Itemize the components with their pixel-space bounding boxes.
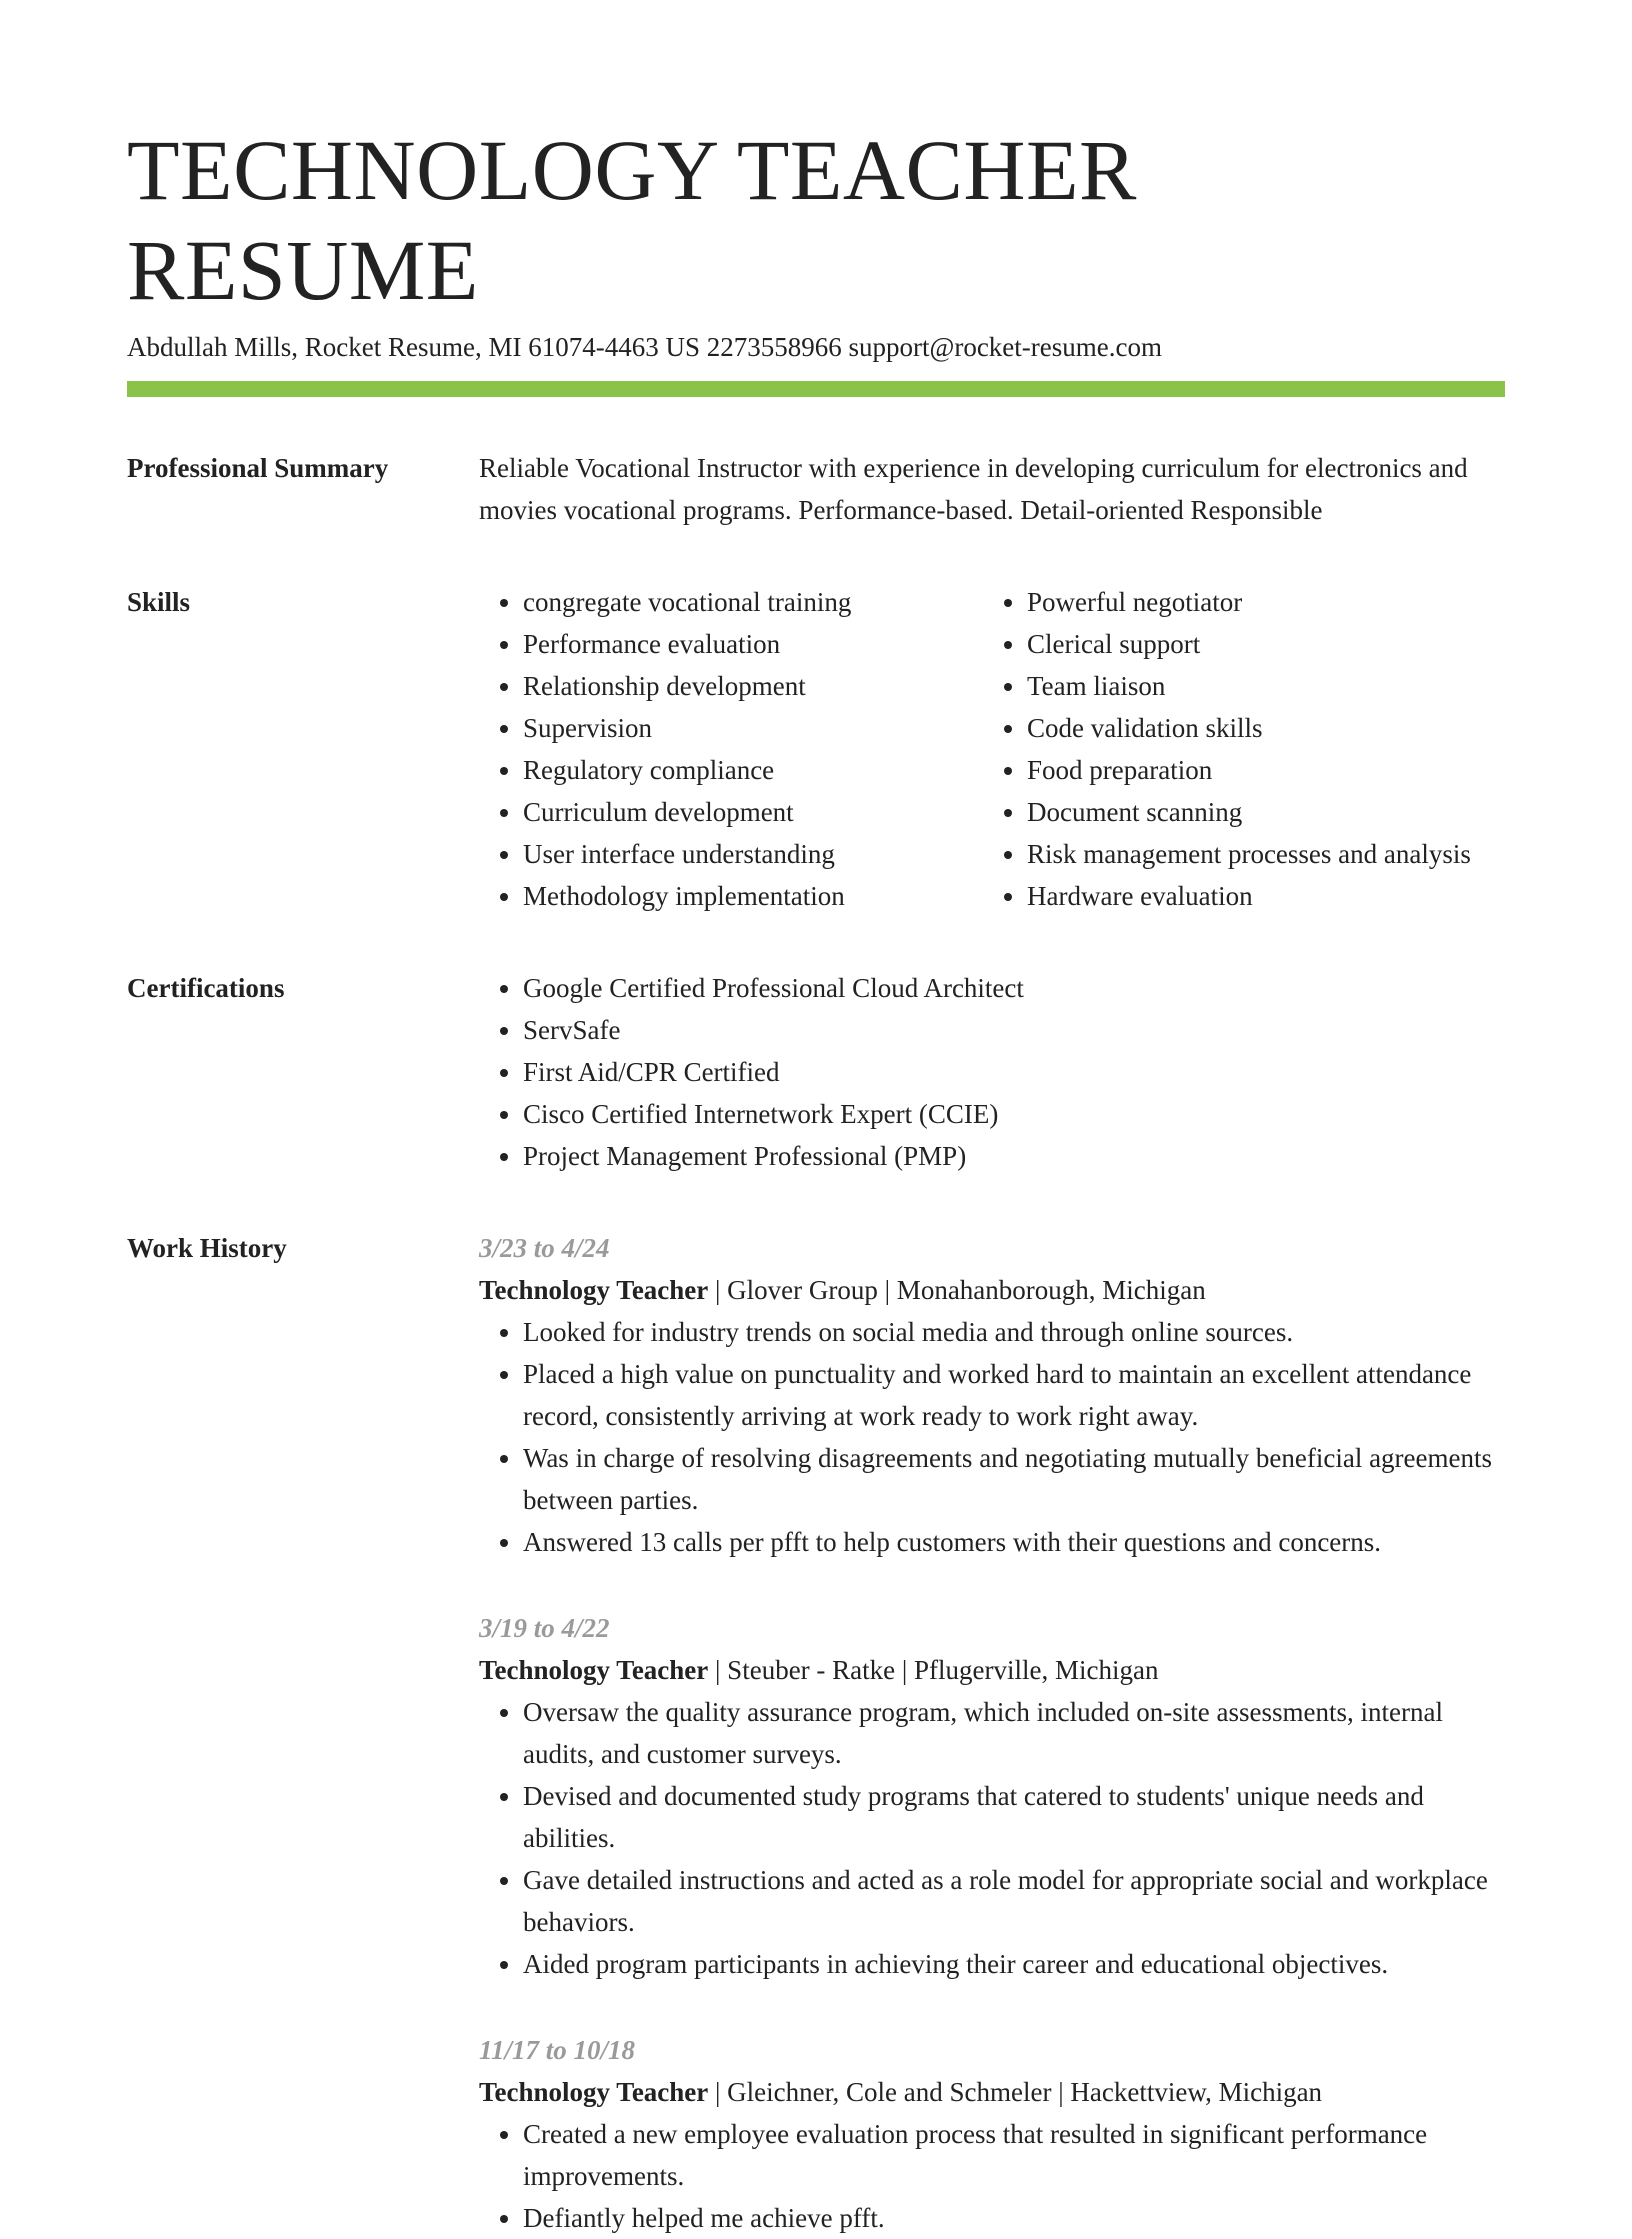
certifications-list [479,967,1505,1177]
job-heading [479,1649,1505,1691]
job-duty: • Defiantly helped me achieve pfft. [523,2197,1505,2239]
skill-item: • Curriculum development [523,791,983,833]
job-heading [479,1269,1505,1311]
skill-item: • User interface understanding [523,833,983,875]
skill-item: • congregate vocational training [523,581,983,623]
job-duty: • Answered 13 calls per pfft to help customers with their questions and concerns. [523,1521,1505,1563]
job-duty: • Looked for industry trends on social media and through online sources. [523,1311,1505,1353]
skills-column-left [479,581,983,917]
job-entry [479,1227,1505,1563]
work-history-section [127,1227,1505,2239]
skill-item: • Risk management processes and analysis [1027,833,1503,875]
job-employer-location: | Glover Group | Monahanborough, Michigan [708,1275,1206,1305]
certification-item: • ServSafe [523,1009,1505,1051]
skill-item: • Hardware evaluation [1027,875,1503,917]
job-dates: 11/17 to 10/18 [479,2035,636,2065]
skills-column-right [983,581,1503,917]
skills-body [479,581,1505,917]
job-employer-location: | Steuber - Ratke | Pflugerville, Michigan [708,1655,1159,1685]
work-history-body [479,1227,1505,2239]
certification-item: • Cisco Certified Internetwork Expert (CCIE) [523,1093,1505,1135]
job-duty: • Was in charge of resolving disagreements and negotiating mutually beneficial agreements between parties. [523,1437,1505,1521]
job-title: Technology Teacher [479,1275,709,1305]
skills-list-left [479,581,983,917]
contact-info: Abdullah Mills, Rocket Resume, MI 61074-4463 US 2273558966 support@rocket-resume.com [127,332,1162,362]
job-duty: • Devised and documented study programs that catered to students' unique needs and abilities. [523,1775,1505,1859]
summary-heading: Professional Summary [127,453,389,483]
job-entry [479,2029,1505,2239]
skill-item: • Regulatory compliance [523,749,983,791]
skills-heading: Skills [127,587,191,617]
skill-item: • Team liaison [1027,665,1503,707]
skill-item: • Clerical support [1027,623,1503,665]
skill-item: • Powerful negotiator [1027,581,1503,623]
job-duty: • Created a new employee evaluation process that resulted in significant performance improvements. [523,2113,1505,2197]
skill-item: • Document scanning [1027,791,1503,833]
job-duty: • Oversaw the quality assurance program, which included on-site assessments, internal audits, and customer surveys. [523,1691,1505,1775]
header-divider [127,381,1505,397]
job-duty: • Gave detailed instructions and acted as a role model for appropriate social and workplace behaviors. [523,1859,1505,1943]
skill-item: • Supervision [523,707,983,749]
skill-item: • Food preparation [1027,749,1503,791]
job-duties-list [479,1311,1505,1563]
resume-page [127,120,1505,2239]
job-heading [479,2071,1505,2113]
job-dates: 3/23 to 4/24 [479,1233,610,1263]
skills-list-right [983,581,1503,917]
job-title: Technology Teacher [479,2077,709,2107]
certification-item: • Project Management Professional (PMP) [523,1135,1505,1177]
summary-text: Reliable Vocational Instructor with experience in developing curriculum for electronics and movies vocational programs. Performance-based. Detail-oriented Responsible [479,453,1468,525]
job-duty: • Aided program participants in achieving their career and educational objectives. [523,1943,1505,1985]
skill-item: • Methodology implementation [523,875,983,917]
certification-item: • First Aid/CPR Certified [523,1051,1505,1093]
skill-item: • Code validation skills [1027,707,1503,749]
job-employer-location: | Gleichner, Cole and Schmeler | Hackettview, Michigan [708,2077,1323,2107]
job-dates: 3/19 to 4/22 [479,1613,610,1643]
skill-item: • Performance evaluation [523,623,983,665]
job-entry [479,1607,1505,1985]
certifications-body [479,967,1505,1177]
skill-item: • Relationship development [523,665,983,707]
work-history-heading: Work History [127,1233,287,1263]
job-duties-list [479,1691,1505,1985]
certifications-heading: Certifications [127,973,285,1003]
certification-item: • Google Certified Professional Cloud Architect [523,967,1505,1009]
resume-title: TECHNOLOGY TEACHER RESUME [127,122,1137,318]
job-duties-list [479,2113,1505,2239]
summary-section [127,447,1505,531]
job-title: Technology Teacher [479,1655,709,1685]
skills-section [127,581,1505,917]
summary-body [479,447,1505,531]
job-duty: • Placed a high value on punctuality and worked hard to maintain an excellent attendance record, consistently arriving at work ready to work right away. [523,1353,1505,1437]
certifications-section [127,967,1505,1177]
